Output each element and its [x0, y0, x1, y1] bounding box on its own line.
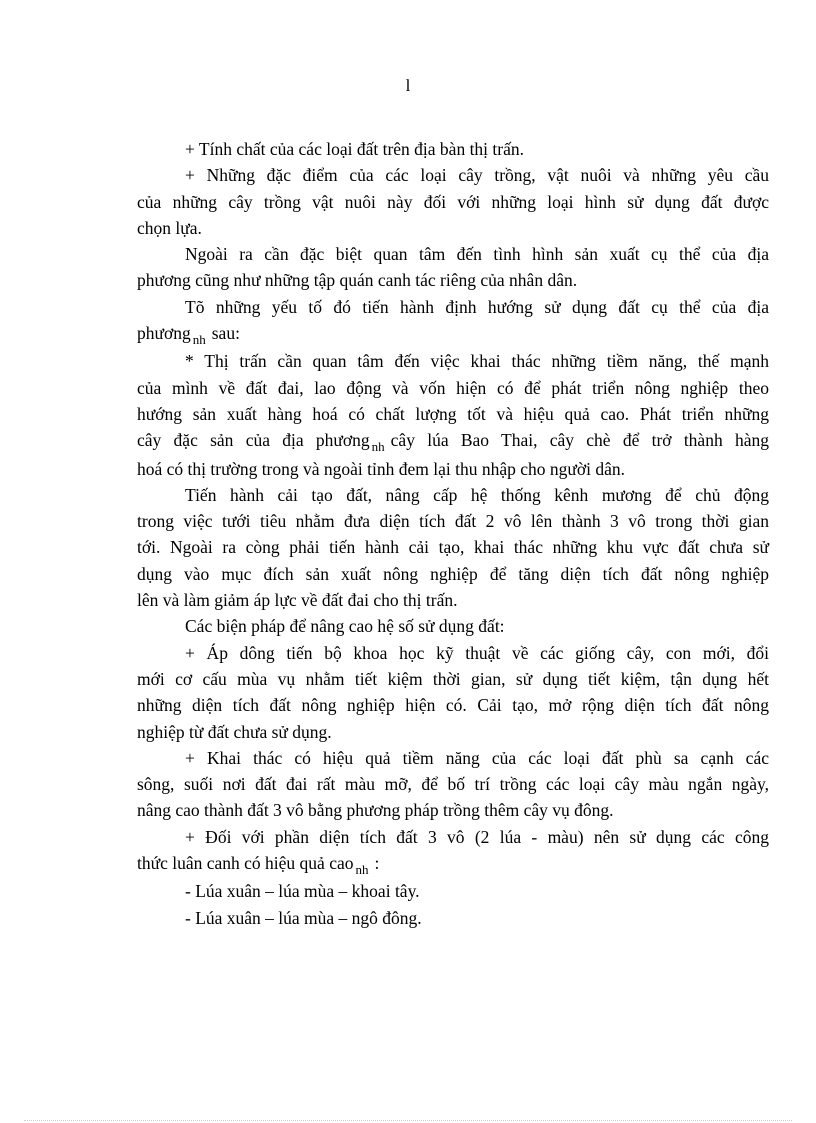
text-segment: phương [137, 323, 191, 344]
paragraph-land-improvement [137, 482, 769, 613]
text-line: trong việc tưới tiêu nhằm đưa diện tích đất 2 vô lên thành 3 vô trong thời gian [137, 511, 769, 532]
paragraph-crop-characteristics [137, 162, 769, 241]
text-line: Ngoài ra cần đặc biệt quan tâm đến tình hình sản xuất cụ thể của địa [185, 244, 769, 265]
text-segment: cây đặc sản của địa phương [137, 430, 370, 451]
text-line: Tõ những yếu tố đó tiến hành định hướng sử dụng đất cụ thể của địa [185, 296, 769, 317]
text-line: + Tính chất của các loại đất trên địa bàn thị trấn. [185, 139, 524, 159]
list-item-rotation-winter-corn [137, 905, 769, 931]
text-line: chọn lựa. [137, 217, 202, 238]
paragraph-orientation [137, 294, 769, 349]
paragraph-town-potential [137, 348, 769, 481]
paragraph-alluvial-soil [137, 745, 769, 824]
text-segment: cây lúa Bao Thai, cây chè để trở thành hàng [390, 430, 769, 451]
paragraph-measures-heading [137, 613, 769, 639]
text-line [137, 850, 769, 878]
text-line: + Đối với phần diện tích đất 3 vô (2 lúa - màu) nên sử dụng các công [185, 826, 769, 847]
text-line: nghiệp từ đất chưa sử dụng. [137, 721, 332, 742]
paragraph-crop-rotation [137, 824, 769, 879]
text-line: của những cây trồng vật nuôi này đối với những loại hình sử dụng đất được [137, 191, 769, 212]
body-text [137, 136, 769, 931]
text-line: + Những đặc điểm của các loại cây trồng, vật nuôi và những yêu cầu [185, 165, 769, 186]
text-line: sông, suối nơi đất đai rất màu mỡ, để bố trí trồng các loại cây màu ngắn ngày, [137, 774, 769, 795]
text-line: hoá có thị trường trong và ngoài tỉnh đem lại thu nhập cho người dân. [137, 458, 626, 479]
text-segment: sau: [211, 323, 240, 344]
text-line: + Áp dông tiến bộ khoa học kỹ thuật về các giống cây, con mới, đổi [185, 642, 769, 663]
text-line: hướng sản xuất hàng hoá có chất lượng tốt và hiệu quả cao. Phát triển những [137, 403, 769, 424]
text-line: lên và làm giảm áp lực về đất đai cho thị trấn. [137, 590, 458, 611]
text-line [137, 427, 769, 455]
page-bottom-divider [24, 1120, 792, 1121]
subscript-fragment: nh [371, 439, 385, 455]
text-line: - Lúa xuân – lúa mùa – khoai tây. [185, 881, 420, 902]
paragraph-soil-properties [137, 136, 769, 162]
text-line [137, 320, 769, 348]
text-line: nâng cao thành đất 3 vô bằng phương pháp trồng thêm cây vụ đông. [137, 800, 614, 821]
text-line: Tiến hành cải tạo đất, nâng cấp hệ thống kênh mương để chủ động [185, 484, 769, 505]
text-line: dụng vào mục đích sản xuất nông nghiệp để tăng diện tích đất nông nghiệp [137, 563, 769, 584]
text-line: + Khai thác có hiệu quả tiềm năng của các loại đất phù sa cạnh các [185, 747, 769, 768]
text-line: - Lúa xuân – lúa mùa – ngô đông. [185, 907, 422, 928]
subscript-fragment: nh [192, 332, 206, 348]
text-line: của mình về đất đai, lao động và vốn hiện có để phát triển nông nghiệp theo [137, 377, 769, 398]
text-line: Các biện pháp để nâng cao hệ số sử dụng đất: [185, 616, 505, 637]
text-line: * Thị trấn cần quan tâm đến việc khai thác những tiềm năng, thế mạnh [185, 351, 769, 372]
text-segment: : [374, 853, 380, 874]
list-item-rotation-potato [137, 878, 769, 904]
text-segment: thức luân canh có hiệu quả cao [137, 853, 354, 874]
text-line: mới cơ cấu mùa vụ nhằm tiết kiệm thời gian, sử dụng tiết kiệm, tận dụng hết [137, 668, 769, 689]
text-line: những diện tích đất nông nghiệp hiện có. Cải tạo, mở rộng diện tích đất nông [137, 695, 769, 716]
paragraph-apply-technology [137, 640, 769, 745]
text-line: phương cũng như những tập quán canh tác riêng của nhân dân. [137, 270, 578, 291]
page-number: l [405, 76, 411, 95]
paragraph-local-production [137, 241, 769, 294]
subscript-fragment: nh [355, 862, 369, 878]
text-line: tới. Ngoài ra còng phải tiến hành cải tạo, khai thác những khu vực đất chưa sử [137, 537, 769, 558]
